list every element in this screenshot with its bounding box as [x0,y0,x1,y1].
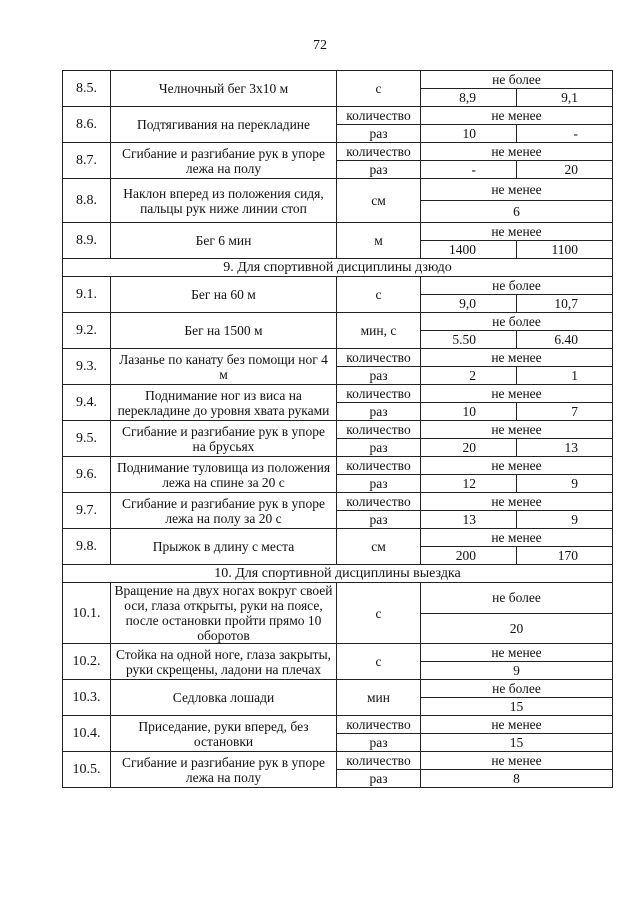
criterion-label: не более [421,680,613,698]
value-cell: 1 [517,367,613,385]
unit-cell: м [337,223,421,259]
exercise-name: Поднимание ног из виса на перекладине до уровня хвата руками [111,385,337,421]
unit-cell [337,493,421,529]
row-number: 8.8. [63,179,111,223]
criterion-label: не менее [421,107,613,125]
exercise-name: Лазанье по канату без помощи ног 4 м [111,349,337,385]
exercise-name: Наклон вперед из положения сидя, пальцы рук ниже линии стоп [111,179,337,223]
unit-cell: мин [337,680,421,716]
unit-line: раз [369,126,388,141]
row-number: 8.7. [63,143,111,179]
unit-line: раз [369,404,388,419]
unit-line: количество [337,143,420,161]
criterion-label: не менее [421,349,613,367]
unit-cell [337,716,421,752]
row-number: 9.1. [63,277,111,313]
table-row [63,349,613,367]
table-row [63,223,613,241]
row-number: 9.4. [63,385,111,421]
unit-line: количество [337,493,420,511]
table-row [63,752,613,770]
row-number: 8.9. [63,223,111,259]
criterion-label: не менее [421,385,613,403]
section-title: 9. Для спортивной дисциплины дзюдо [63,259,613,277]
criterion-label: не менее [421,716,613,734]
criterion-label: не более [421,583,613,614]
value-cell: 13 [421,511,517,529]
unit-cell: мин, с [337,313,421,349]
criterion-label: не менее [421,493,613,511]
exercise-name: Прыжок в длину с места [111,529,337,565]
unit-line: раз [369,162,388,177]
criterion-label: не более [421,277,613,295]
value-cell: - [517,125,613,143]
section-row [63,565,613,583]
unit-cell [337,143,421,179]
unit-line: раз [369,476,388,491]
table-body [63,71,613,788]
unit-line: количество [337,457,420,475]
table-row [63,457,613,475]
unit-line: количество [337,385,420,403]
table-row [63,716,613,734]
unit-line: количество [337,752,420,770]
exercise-name: Сгибание и разгибание рук в упоре на брусьях [111,421,337,457]
value-cell: 9 [517,511,613,529]
unit-line: раз [369,735,388,750]
value-cell: 170 [517,547,613,565]
value-cell: 15 [421,734,613,752]
unit-line: раз [369,771,388,786]
value-cell: 15 [421,698,613,716]
unit-cell: с [337,277,421,313]
value-cell: 20 [421,613,613,644]
row-number: 10.5. [63,752,111,788]
value-cell: 9 [421,662,613,680]
exercise-name: Стойка на одной ноге, глаза закрыты, руки скрещены, ладони на плечах [111,644,337,680]
unit-cell [337,752,421,788]
value-cell: 6 [421,201,613,223]
row-number: 8.6. [63,107,111,143]
exercise-name: Подтягивания на перекладине [111,107,337,143]
row-number: 9.7. [63,493,111,529]
row-number: 9.8. [63,529,111,565]
value-cell: 9 [517,475,613,493]
unit-line: количество [337,107,420,125]
criterion-label: не менее [421,752,613,770]
value-cell: 2 [421,367,517,385]
exercise-name: Бег на 60 м [111,277,337,313]
row-number: 10.4. [63,716,111,752]
exercise-name: Приседание, руки вперед, без остановки [111,716,337,752]
value-cell: 6.40 [517,331,613,349]
unit-cell [337,457,421,493]
value-cell: 8 [421,770,613,788]
table-row [63,313,613,331]
table-row [63,71,613,89]
value-cell: 8,9 [421,89,517,107]
table-row [63,493,613,511]
exercise-name: Седловка лошади [111,680,337,716]
exercise-name: Поднимание туловища из положения лежа на спине за 20 с [111,457,337,493]
criterion-label: не менее [421,457,613,475]
value-cell: 10,7 [517,295,613,313]
value-cell: 20 [517,161,613,179]
value-cell: 10 [421,403,517,421]
criterion-label: не менее [421,179,613,201]
unit-cell [337,421,421,457]
exercise-name: Сгибание и разгибание рук в упоре лежа на полу за 20 с [111,493,337,529]
section-title: 10. Для спортивной дисциплины выездка [63,565,613,583]
row-number: 10.3. [63,680,111,716]
page-number: 72 [313,38,327,53]
criterion-label: не менее [421,223,613,241]
value-cell: 9,0 [421,295,517,313]
table-row [63,277,613,295]
unit-line: количество [337,349,420,367]
unit-cell [337,385,421,421]
value-cell: 7 [517,403,613,421]
unit-line: раз [369,440,388,455]
value-cell: 20 [421,439,517,457]
table-row [63,385,613,403]
unit-cell: с [337,583,421,644]
row-number: 10.1. [63,583,111,644]
row-number: 9.2. [63,313,111,349]
table-row [63,421,613,439]
row-number: 10.2. [63,644,111,680]
unit-cell: см [337,529,421,565]
exercise-name: Бег 6 мин [111,223,337,259]
table-row [63,107,613,125]
unit-cell: с [337,644,421,680]
table-row [63,529,613,547]
unit-line: раз [369,368,388,383]
criterion-label: не более [421,313,613,331]
unit-line: количество [337,716,420,734]
value-cell: 9,1 [517,89,613,107]
value-cell: 1100 [517,241,613,259]
value-cell: 13 [517,439,613,457]
value-cell: 12 [421,475,517,493]
value-cell: - [421,161,517,179]
exercise-name: Бег на 1500 м [111,313,337,349]
table-row [63,680,613,698]
unit-cell [337,349,421,385]
criterion-label: не менее [421,421,613,439]
table-row [63,179,613,201]
row-number: 9.6. [63,457,111,493]
unit-cell: см [337,179,421,223]
exercise-name: Челночный бег 3х10 м [111,71,337,107]
row-number: 9.5. [63,421,111,457]
criterion-label: не менее [421,644,613,662]
criterion-label: не менее [421,529,613,547]
unit-line: раз [369,512,388,527]
criterion-label: не более [421,71,613,89]
table-row [63,143,613,161]
value-cell: 10 [421,125,517,143]
row-number: 9.3. [63,349,111,385]
row-number: 8.5. [63,71,111,107]
exercise-name: Сгибание и разгибание рук в упоре лежа на полу [111,143,337,179]
standards-table [62,70,613,788]
table-row [63,583,613,614]
criterion-label: не менее [421,143,613,161]
value-cell: 1400 [421,241,517,259]
unit-line: количество [337,421,420,439]
value-cell: 200 [421,547,517,565]
exercise-name: Сгибание и разгибание рук в упоре лежа на полу [111,752,337,788]
table-row [63,644,613,662]
section-row [63,259,613,277]
exercise-name: Вращение на двух ногах вокруг своей оси, глаза открыты, руки на поясе, после остановки пройти прямо 10 оборотов [111,583,337,644]
unit-cell [337,107,421,143]
value-cell: 5.50 [421,331,517,349]
unit-cell: с [337,71,421,107]
